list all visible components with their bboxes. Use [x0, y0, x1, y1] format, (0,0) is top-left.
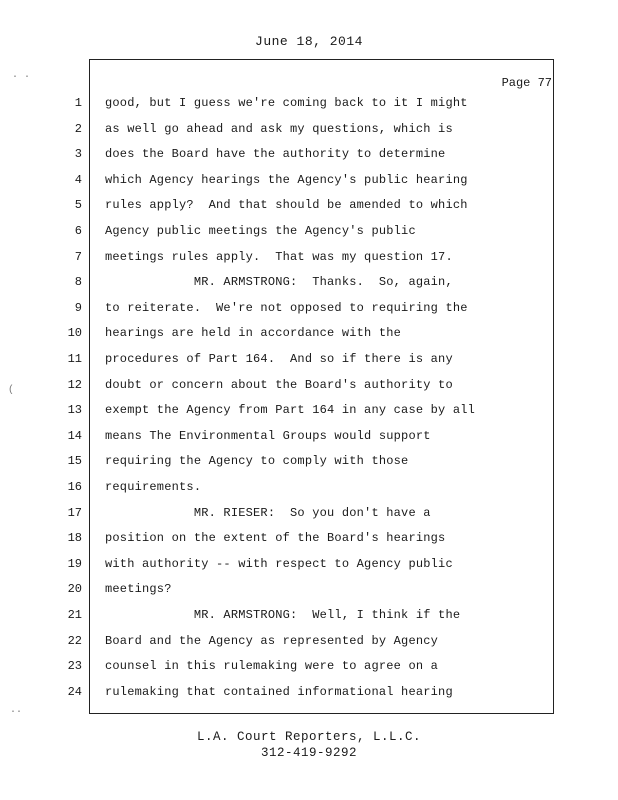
transcript-line: doubt or concern about the Board's authority to — [105, 378, 453, 392]
transcript-line: counsel in this rulemaking were to agree on a — [105, 659, 439, 673]
transcript-line: rulemaking that contained informational hearing — [105, 685, 453, 699]
line-number: 7 — [74, 250, 82, 264]
line-number: 13 — [67, 403, 82, 417]
transcript-line: MR. RIESER: So you don't have a — [105, 506, 431, 520]
line-number: 21 — [67, 608, 82, 622]
line-number: 17 — [67, 506, 82, 520]
transcript-line: meetings? — [105, 582, 172, 596]
line-number: 14 — [67, 429, 82, 443]
transcript-line: Board and the Agency as represented by Agency — [105, 634, 439, 648]
line-number: 2 — [74, 122, 82, 136]
line-number: 22 — [67, 634, 82, 648]
line-number: 24 — [67, 685, 82, 699]
line-number: 12 — [67, 378, 82, 392]
line-number: 8 — [74, 275, 82, 289]
transcript-line: Agency public meetings the Agency's public — [105, 224, 416, 238]
transcript-line: which Agency hearings the Agency's public hearing — [105, 173, 468, 187]
line-number: 3 — [74, 147, 82, 161]
footer-company: L.A. Court Reporters, L.L.C. — [196, 730, 422, 744]
transcript-line: means The Environmental Groups would support — [105, 429, 431, 443]
transcript-line: does the Board have the authority to determine — [105, 147, 446, 161]
line-number: 4 — [74, 173, 82, 187]
transcript-line: good, but I guess we're coming back to it I might — [105, 96, 468, 110]
line-number: 15 — [67, 454, 82, 468]
scan-speck: · · — [12, 72, 31, 83]
transcript-line: MR. ARMSTRONG: Thanks. So, again, — [105, 275, 453, 289]
scan-speck: .. — [10, 705, 23, 716]
transcript-line: as well go ahead and ask my questions, which is — [105, 122, 453, 136]
line-number: 1 — [74, 96, 82, 110]
transcript-line: requirements. — [105, 480, 202, 494]
transcript-line: requiring the Agency to comply with those — [105, 454, 409, 468]
line-number: 19 — [67, 557, 82, 571]
transcript-line: hearings are held in accordance with the — [105, 326, 402, 340]
transcript-line: MR. ARMSTRONG: Well, I think if the — [105, 608, 461, 622]
line-number: 18 — [67, 531, 82, 545]
transcript-line: to reiterate. We're not opposed to requiring the — [105, 301, 468, 315]
line-number: 10 — [67, 326, 82, 340]
transcript-date: June 18, 2014 — [255, 34, 363, 49]
transcript-line: position on the extent of the Board's hearings — [105, 531, 446, 545]
transcript-line: procedures of Part 164. And so if there is any — [105, 352, 453, 366]
scan-speck: ( — [8, 385, 15, 396]
line-number: 23 — [67, 659, 82, 673]
line-number: 5 — [74, 198, 82, 212]
line-number: 11 — [67, 352, 82, 366]
transcript-line: exempt the Agency from Part 164 in any case by all — [105, 403, 476, 417]
line-number: 20 — [67, 582, 82, 596]
line-number: 9 — [74, 301, 82, 315]
transcript-line: with authority -- with respect to Agency public — [105, 557, 453, 571]
line-number: 16 — [67, 480, 82, 494]
footer-phone: 312-419-9292 — [260, 746, 357, 760]
transcript-line: rules apply? And that should be amended to which — [105, 198, 468, 212]
line-number: 6 — [74, 224, 82, 238]
transcript-line: meetings rules apply. That was my question 17. — [105, 250, 453, 264]
page-number: Page 77 — [501, 76, 552, 90]
